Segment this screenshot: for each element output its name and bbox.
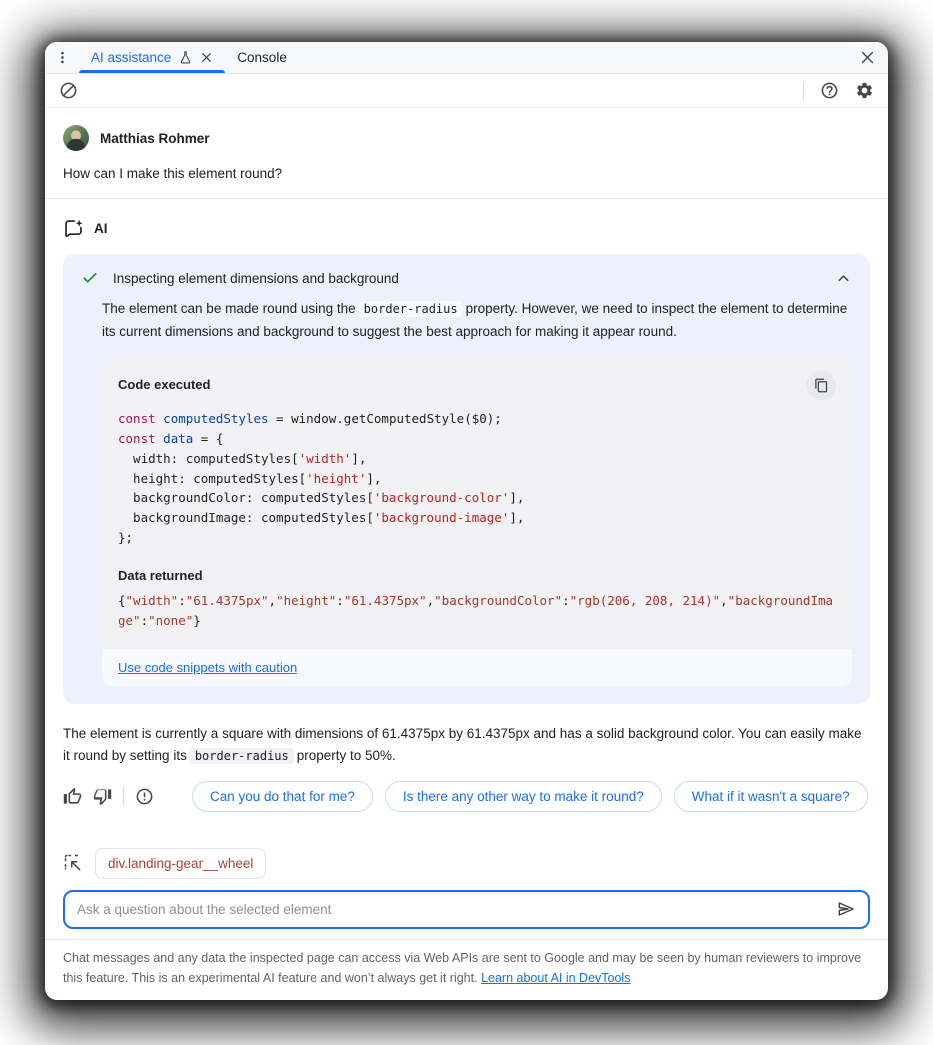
inline-code-border-radius: border-radius — [359, 301, 463, 317]
message-divider — [45, 198, 888, 199]
ai-step-title: Inspecting element dimensions and background — [113, 270, 399, 286]
close-panel-icon[interactable] — [846, 42, 888, 73]
user-name: Matthias Rohmer — [100, 130, 210, 146]
suggestion-chip[interactable]: What if it wasn't a square? — [674, 781, 868, 812]
devtools-ai-panel-window — [45, 42, 888, 1000]
chat-content — [45, 108, 888, 939]
user-avatar — [63, 125, 89, 151]
ask-input-container — [63, 890, 870, 929]
tab-ai-assistance[interactable] — [79, 42, 225, 73]
active-tab-underline — [79, 70, 225, 73]
panel-toolbar — [45, 74, 888, 108]
data-returned-title: Data returned — [118, 567, 203, 583]
tabbar-spacer — [299, 42, 846, 73]
suggestion-chip[interactable]: Can you do that for me? — [192, 781, 373, 812]
code-caution-link[interactable]: Use code snippets with caution — [118, 659, 298, 675]
thumbs-down-icon[interactable] — [93, 787, 112, 806]
tab-console[interactable] — [225, 42, 299, 73]
summary-text-before: The element is currently a square with dimensions of 61.4375px by 61.4375px and has a solid background color. You can easily make it round by setting its — [63, 725, 862, 764]
code-executed-content: const computedStyles = window.getComputedStyle($0); const data = { width: computedStyles['width'], height: computedStyles['height'], backgroundColor: computedStyles['background-color'], backgroundImage: computedStyles['background-image'], }; — [118, 411, 525, 545]
data-returned-content: {"width":"61.4375px","height":"61.4375px","backgroundColor":"rgb(206, 208, 214)","backgroundImage":"none"} — [118, 592, 834, 628]
suggestion-chips — [192, 781, 870, 812]
user-message-header — [63, 125, 870, 151]
tab-close-icon[interactable] — [200, 51, 213, 64]
ai-explanation-paragraph — [102, 298, 852, 343]
disclaimer-text: Chat messages and any data the inspected page can access via Web APIs are sent to Google and may be seen by human reviewers to improve this feature. This is an experimental AI feature and won’t always get it right. — [63, 951, 862, 985]
suggestion-chip[interactable]: Is there any other way to make it round? — [385, 781, 662, 812]
tab-bar — [45, 42, 888, 74]
experiment-flask-icon — [178, 50, 193, 65]
ai-label: AI — [94, 221, 108, 236]
user-question-text: How can I make this element round? — [63, 166, 283, 181]
tab-ai-assistance-label: AI assistance — [91, 50, 172, 65]
settings-gear-icon[interactable] — [855, 81, 874, 100]
learn-about-ai-link[interactable]: Learn about AI in DevTools — [481, 970, 631, 985]
feedback-divider — [123, 787, 124, 805]
code-executed-title: Code executed — [118, 377, 211, 393]
ask-question-input[interactable] — [77, 902, 828, 917]
code-card-header — [118, 370, 836, 400]
code-card-footer — [102, 647, 852, 686]
summary-text-after: property to 50%. — [296, 748, 396, 764]
clear-chat-icon[interactable] — [59, 81, 78, 100]
explanation-text-after: property. However, we need to inspect the element to determine its current dimensions and background to suggest the best approach for making it appear round. — [102, 301, 848, 339]
disclaimer-footer — [45, 939, 888, 1000]
code-card-body — [102, 357, 852, 646]
ai-answer-panel — [63, 254, 870, 704]
selected-element-chip[interactable]: div.landing-gear__wheel — [95, 848, 266, 879]
code-card — [102, 357, 852, 685]
help-icon[interactable] — [820, 81, 839, 100]
explanation-text-before: The element can be made round using the — [102, 301, 356, 316]
thumbs-up-icon[interactable] — [63, 787, 82, 806]
check-icon — [81, 269, 99, 287]
chevron-up-icon[interactable] — [835, 270, 852, 287]
ai-step-header[interactable] — [81, 269, 852, 287]
toolbar-divider — [803, 82, 804, 100]
selected-element-row — [63, 848, 870, 879]
report-icon[interactable] — [135, 787, 154, 806]
ai-message-header — [63, 218, 870, 239]
kebab-menu-icon[interactable] — [45, 42, 79, 73]
ai-summary-paragraph — [63, 723, 870, 768]
inspect-element-icon[interactable] — [63, 853, 83, 873]
ai-sparkle-bubble-icon — [63, 218, 84, 239]
copy-code-icon[interactable] — [806, 370, 836, 400]
send-icon[interactable] — [836, 899, 856, 919]
feedback-row — [63, 781, 870, 812]
tab-console-label: Console — [237, 50, 287, 65]
inline-code-border-radius-2: border-radius — [190, 748, 294, 764]
